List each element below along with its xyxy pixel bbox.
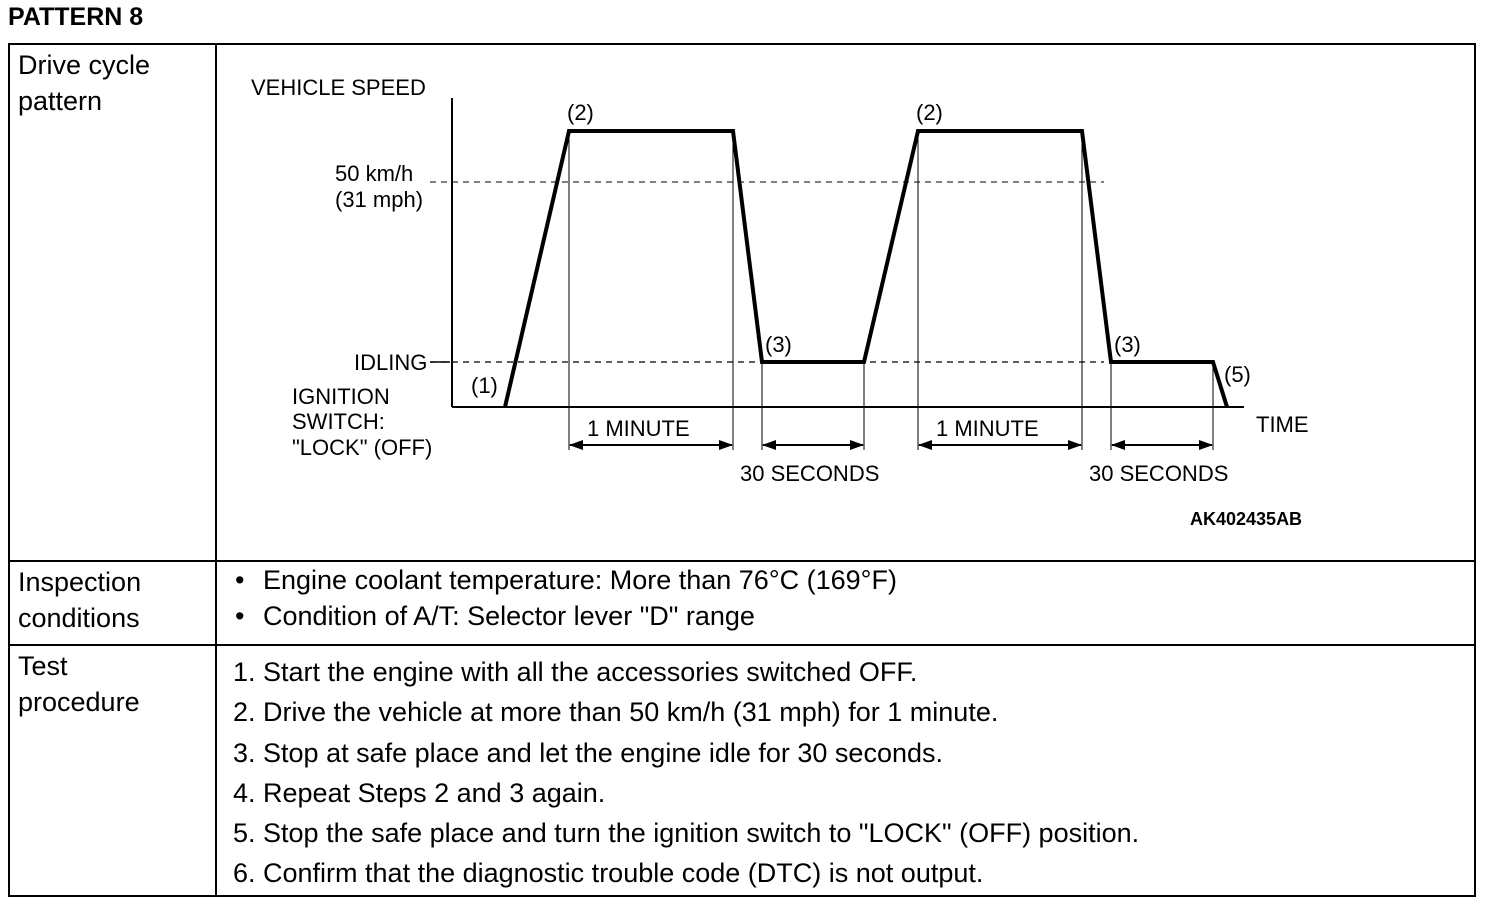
row-procedure [10,646,1474,895]
ignition-label-line1: IGNITION [292,384,390,409]
drive-cycle-label: Drive cycle pattern [10,45,217,560]
ignition-label-line2: SWITCH: [292,409,385,434]
bullet: • [235,601,245,631]
inspection-item-text: Condition of A/T: Selector lever "D" range [263,601,755,631]
duration-label-3: 1 MINUTE [936,416,1039,441]
list-item [235,562,897,598]
figure-id: AK402435AB [1190,509,1303,529]
speed-profile-line [505,131,1227,407]
marker-3a: (3) [765,332,792,357]
row-drive-cycle [10,45,1474,562]
inspection-label: Inspection conditions [10,562,217,644]
marker-5: (5) [1224,362,1251,387]
duration-label-1: 1 MINUTE [587,416,690,441]
procedure-step: 6. Confirm that the diagnostic trouble code (DTC) is not output. [233,858,984,889]
drive-cycle-diagram [217,45,1474,560]
duration-label-4: 30 SECONDS [1089,461,1229,486]
procedure-step: 1. Start the engine with all the accessories switched OFF. [233,657,918,687]
inspection-item-text: Engine coolant temperature: More than 76°C (169°F) [263,565,897,595]
speed-label-mph: (31 mph) [335,187,424,212]
marker-3b: (3) [1114,332,1141,357]
pattern-title: PATTERN 8 [8,3,144,31]
bullet: • [235,565,245,595]
inspection-list [235,562,897,634]
x-axis-label: TIME [1256,412,1309,437]
procedure-steps [233,652,1139,894]
idling-label: IDLING [354,350,428,375]
procedure-label: Test procedure [10,646,217,895]
duration-label-2: 30 SECONDS [740,461,880,486]
procedure-step: 2. Drive the vehicle at more than 50 km/h (31 mph) for 1 minute. [233,697,999,728]
procedure-step: 4. Repeat Steps 2 and 3 again. [233,777,606,808]
ignition-label-line3: "LOCK" (OFF) [292,435,433,460]
list-item [235,598,897,634]
drive-cycle-content [217,45,1474,560]
procedure-step: 3. Stop at safe place and let the engine idle for 30 seconds. [233,737,943,768]
y-axis-label: VEHICLE SPEED [251,75,426,100]
marker-1: (1) [471,373,498,398]
inspection-content [217,562,1474,644]
spec-table [8,43,1476,897]
procedure-step: 5. Stop the safe place and turn the ignition switch to "LOCK" (OFF) position. [233,818,1140,849]
marker-2b: (2) [916,100,943,125]
speed-label-kmh: 50 km/h [335,161,414,186]
row-inspection [10,562,1474,646]
marker-2a: (2) [567,100,594,125]
procedure-content [217,646,1474,895]
